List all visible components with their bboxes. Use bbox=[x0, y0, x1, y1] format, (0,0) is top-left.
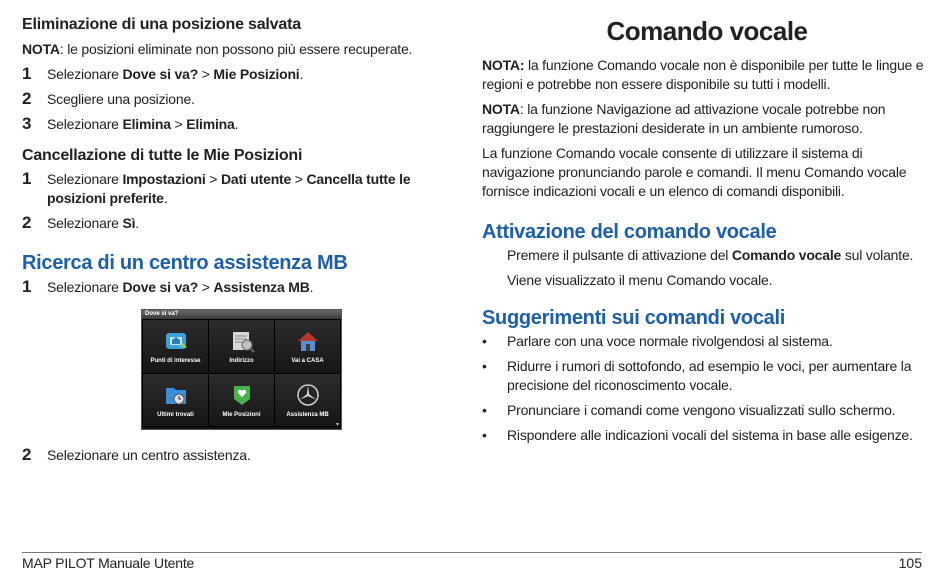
address-icon bbox=[229, 328, 255, 354]
footer-divider bbox=[22, 552, 922, 553]
manual-title: MAP PILOT Manuale Utente bbox=[22, 555, 195, 571]
tips-heading: Suggerimenti sui comandi vocali bbox=[482, 307, 785, 329]
clear-step-2: 2 Selezionare Sì. bbox=[22, 213, 139, 232]
screen-title-bar: Dove si va? bbox=[142, 310, 341, 319]
voice-note-2: NOTA: la funzione Navigazione ad attivazione vocale potrebbe non raggiungere le prestazioni desiderate in un ambiente rumoroso. bbox=[482, 101, 886, 136]
tile-my-positions[interactable]: Mie Posizioni bbox=[209, 374, 274, 427]
activation-line-1: Premere il pulsante di attivazione del Comando vocale sul volante. bbox=[507, 247, 914, 263]
left-column bbox=[22, 14, 442, 297]
page-title: Comando vocale bbox=[606, 16, 808, 46]
tip-item: • Rispondere alle indicazioni vocali del sistema in base alle esigenze. bbox=[482, 427, 913, 443]
page-number: 105 bbox=[898, 555, 922, 571]
search-service-heading: Ricerca di un centro assistenza MB bbox=[22, 252, 348, 274]
tile-go-home[interactable]: Vai a CASA bbox=[275, 320, 340, 373]
menu-grid bbox=[142, 319, 341, 427]
tile-address[interactable]: Indirizzo bbox=[209, 320, 274, 373]
tile-recently-found[interactable]: Ultimi trovati bbox=[143, 374, 208, 427]
poi-icon bbox=[163, 328, 189, 354]
tip-item: • Pronunciare i comandi come vengono visualizzati sullo schermo. bbox=[482, 402, 896, 418]
activation-line-2: Viene visualizzato il menu Comando vocale. bbox=[507, 272, 773, 288]
tip-item: • Parlare con una voce normale rivolgendosi al sistema. bbox=[482, 333, 833, 349]
tip-item: • Ridurre i rumori di sottofondo, ad esempio le voci, per aumentare la precisione del riconoscimento vocale. bbox=[482, 358, 912, 393]
where-to-menu-screenshot bbox=[141, 309, 342, 430]
clear-positions-heading: Cancellazione di tutte le Mie Posizioni bbox=[22, 147, 303, 164]
right-column bbox=[482, 14, 932, 445]
search-step-1: 1 Selezionare Dove si va? > Assistenza MB. bbox=[22, 277, 314, 296]
recent-icon bbox=[163, 382, 189, 408]
activation-heading: Attivazione del comando vocale bbox=[482, 221, 777, 243]
delete-step-3: 3 Selezionare Elimina > Elimina. bbox=[22, 114, 239, 133]
delete-note: NOTA: le posizioni eliminate non possono più essere recuperate. bbox=[22, 41, 413, 57]
mercedes-star-icon bbox=[295, 382, 321, 408]
tile-points-of-interest[interactable]: Punti di interesse bbox=[143, 320, 208, 373]
clear-step-1: 1 Selezionare Impostazioni > Dati utente > Cancella tutte le posizioni preferite. bbox=[22, 169, 411, 206]
delete-position-heading: Eliminazione di una posizione salvata bbox=[22, 16, 301, 33]
delete-step-2: 2 Scegliere una posizione. bbox=[22, 89, 195, 108]
favorites-icon bbox=[229, 382, 255, 408]
voice-intro: La funzione Comando vocale consente di utilizzare il sistema di navigazione pronunciando parole e comandi. Il menu Comando vocale fornisce indicazioni vocali e un elenco di comandi disponibili. bbox=[482, 145, 907, 199]
delete-step-1: 1 Selezionare Dove si va? > Mie Posizioni. bbox=[22, 64, 304, 83]
voice-note-1: NOTA: la funzione Comando vocale non è disponibile per tutte le lingue e regioni e potrebbe non essere disponibile su tutti i modelli. bbox=[482, 57, 924, 92]
home-icon bbox=[295, 328, 321, 354]
scroll-down-arrow[interactable]: ▾ bbox=[335, 422, 339, 428]
tile-mb-service[interactable]: Assistenza MB bbox=[275, 374, 340, 427]
search-step-2: 2 Selezionare un centro assistenza. bbox=[22, 445, 251, 464]
